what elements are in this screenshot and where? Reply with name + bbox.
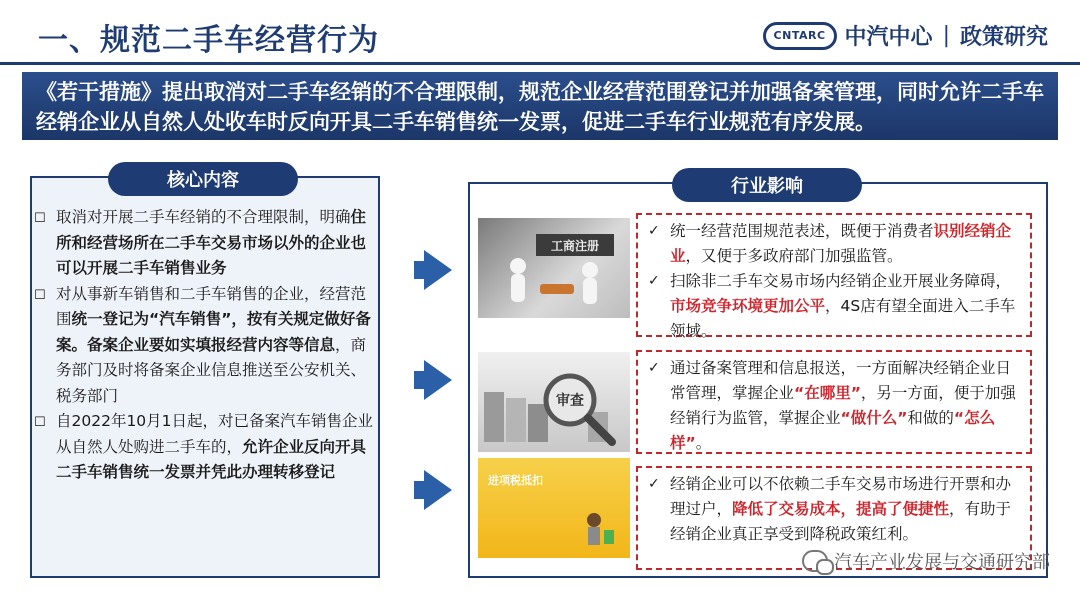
tax-illustration-icon: [478, 458, 630, 558]
checkbox-bullet-icon: ☐: [34, 415, 46, 430]
arrow-right-icon: [424, 470, 452, 510]
core-bullet-1: ☐ 取消对开展二手车经销的不合理限制，明确住所和经营场所在二手车交易市场以外的企业也可以开展二手车销售业务: [34, 205, 376, 282]
checkmark-icon: ✓: [648, 476, 660, 492]
review-image: [478, 352, 630, 452]
impact-item: ✓ 经销企业可以不依赖二手车交易市场进行开票和办理过户，降低了交易成本，提高了便捷性，有助于经销企业真正享受到降税政策红利。: [648, 472, 1024, 547]
impact-item: ✓ 扫除非二手车交易市场内经销企业开展业务障碍，市场竞争环境更加公平，4S店有望全面进入二手车领域。: [648, 269, 1024, 344]
input-tax-deduction-image: [478, 458, 630, 558]
arrow-tail-2: [414, 371, 424, 389]
industry-impact-header: 行业影响: [672, 168, 862, 202]
core-bullet-3: ☐ 自2022年10月1日起，对已备案汽车销售企业从自然人处购进二手车的，允许企业反向开具二手车销售统一发票并凭此办理转移登记: [34, 409, 376, 486]
brand: [763, 20, 1048, 51]
brand-dept: 政策研究: [959, 25, 1048, 50]
checkmark-icon: ✓: [648, 360, 660, 376]
checkbox-bullet-icon: ☐: [34, 287, 46, 303]
checkmark-icon: ✓: [648, 273, 660, 289]
title-divider: [0, 62, 1080, 65]
title-bar: [0, 0, 1080, 66]
checkmark-icon: ✓: [648, 223, 660, 239]
arrow-right-icon: [424, 250, 452, 290]
business-registration-image: [478, 218, 630, 318]
cntarc-logo: CNTARC: [763, 22, 837, 50]
brand-separator: |: [942, 23, 950, 48]
account-name: 汽车产业发展与交通研究部: [834, 552, 1050, 573]
magnifier-documents-icon: [478, 352, 630, 452]
core-content-list: [34, 205, 376, 486]
registration-illustration-icon: [478, 218, 630, 318]
core-bullet-2: ☐ 对从事新车销售和二手车销售的企业，经营范围统一登记为“汽车销售”，按有关规定做好备案。备案企业要如实填报经营内容等信息，商务部门及时将备案企业信息推送至公安机关、税务部门: [34, 282, 376, 410]
svg-text:进项税抵扣: 进项税抵扣: [488, 474, 543, 487]
impact-box-filing: [636, 350, 1032, 454]
impact-item: ✓ 统一经营范围规范表述，既便于消费者识别经销企业，又便于多政府部门加强监管。: [648, 219, 1024, 269]
arrow-right-icon: [424, 360, 452, 400]
impact-item: ✓ 通过备案管理和信息报送，一方面解决经销企业日常管理，掌握企业“在哪里”，另一方面，便于加强经销行为监管，掌握企业“做什么”和做的“怎么样”。: [648, 356, 1024, 456]
wechat-icon: [802, 550, 828, 572]
checkbox-bullet-icon: ☐: [34, 211, 46, 226]
svg-text:工商注册: 工商注册: [550, 239, 600, 253]
impact-box-registration: [636, 213, 1032, 340]
page-title: 一、规范二手车经营行为: [38, 23, 379, 58]
arrow-tail-1: [414, 261, 424, 279]
summary-banner: 《若干措施》提出取消对二手车经销的不合理限制，规范企业经营范围登记并加强备案管理，同时允许二手车经销企业从自然人处收车时反向开具二手车销售统一发票，促进二手车行业规范有序发展。: [22, 72, 1058, 140]
arrow-tail-3: [414, 481, 424, 499]
svg-text:审查: 审查: [556, 393, 584, 409]
brand-org: 中汽中心: [844, 25, 933, 50]
core-content-header: 核心内容: [108, 162, 298, 196]
wechat-account-footer: [802, 548, 1050, 574]
